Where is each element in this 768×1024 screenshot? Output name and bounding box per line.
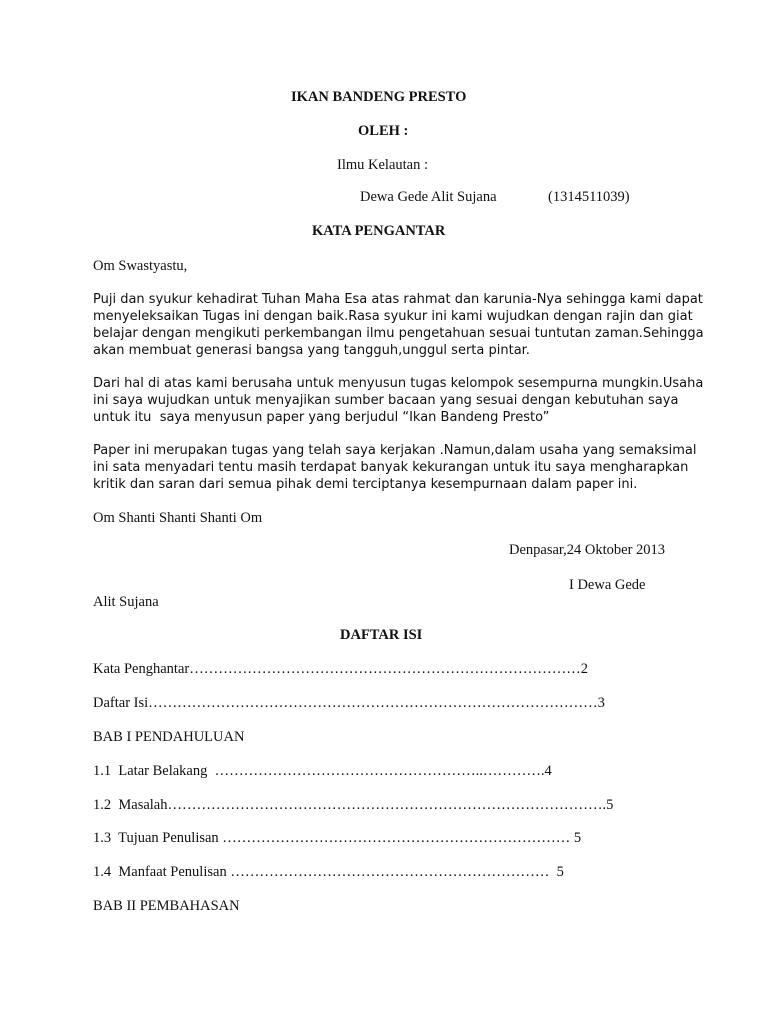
toc-heading: DAFTAR ISI bbox=[340, 627, 423, 643]
paragraph-line: belajar dengan mengikuti perkembangan ilmu pengetahuan sesuai tuntutan zaman.Sehingga bbox=[93, 326, 704, 341]
paragraph-line: Paper ini merupakan tugas yang telah saya kerjakan .Namun,dalam usaha yang semaksimal bbox=[93, 443, 697, 458]
toc-chapter: BAB II PEMBAHASAN bbox=[93, 898, 240, 914]
signature-name: I Dewa Gede bbox=[569, 577, 646, 593]
toc-entry: Kata Penghantar………………………………………………………………………2 bbox=[93, 661, 588, 677]
closing: Om Shanti Shanti Shanti Om bbox=[93, 510, 263, 526]
preface-heading: KATA PENGANTAR bbox=[312, 223, 446, 239]
paragraph-line: kritik dan saran dari semua pihak demi terciptanya kesempurnaan dalam paper ini. bbox=[93, 477, 638, 492]
paragraph-line: Puji dan syukur kehadirat Tuhan Maha Esa atas rahmat dan karunia-Nya sehingga kami dapat bbox=[93, 292, 703, 307]
toc-entry: 1.3 Tujuan Penulisan ……………………………………………………………… 5 bbox=[93, 830, 582, 846]
signature-name-cont: Alit Sujana bbox=[93, 594, 159, 610]
paragraph-line: untuk itu saya menyusun paper yang berjudul “Ikan Bandeng Presto” bbox=[93, 410, 550, 425]
paragraph-line: ini saya wujudkan untuk menyajikan sumber bacaan yang sesuai dengan kebutuhan saya bbox=[93, 393, 679, 408]
toc-chapter: BAB I PENDAHULUAN bbox=[93, 729, 245, 745]
greeting: Om Swastyastu, bbox=[93, 258, 188, 274]
paragraph-line: Dari hal di atas kami berusaha untuk menyusun tugas kelompok sesempurna mungkin.Usaha bbox=[93, 376, 704, 391]
paragraph-line: akan membuat generasi bangsa yang tangguh,unggul serta pintar. bbox=[93, 343, 530, 358]
toc-entry: 1.2 Masalah……………………………………………………………………………….5 bbox=[93, 797, 614, 813]
paragraph-line: ini sata menyadari tentu masih terdapat banyak kekurangan untuk itu saya mengharapkan bbox=[93, 460, 689, 475]
author-name: Dewa Gede Alit Sujana bbox=[360, 189, 497, 205]
toc-entry: Daftar Isi…………………………………………………………………………………3 bbox=[93, 695, 605, 711]
program-label: Ilmu Kelautan : bbox=[337, 157, 429, 173]
place-date: Denpasar,24 Oktober 2013 bbox=[509, 542, 666, 558]
toc-entry: 1.4 Manfaat Penulisan ………………………………………………………… 5 bbox=[93, 864, 564, 880]
toc-entry: 1.1 Latar Belakang ………………………………………………..………….4 bbox=[93, 763, 552, 779]
document-title: IKAN BANDENG PRESTO bbox=[291, 89, 467, 105]
student-id: (1314511039) bbox=[548, 189, 630, 205]
paragraph-line: menyeleksaikan Tugas ini dengan baik.Rasa syukur ini kami wujudkan dengan rajin dan giat bbox=[93, 309, 693, 324]
by-label: OLEH : bbox=[358, 123, 409, 139]
